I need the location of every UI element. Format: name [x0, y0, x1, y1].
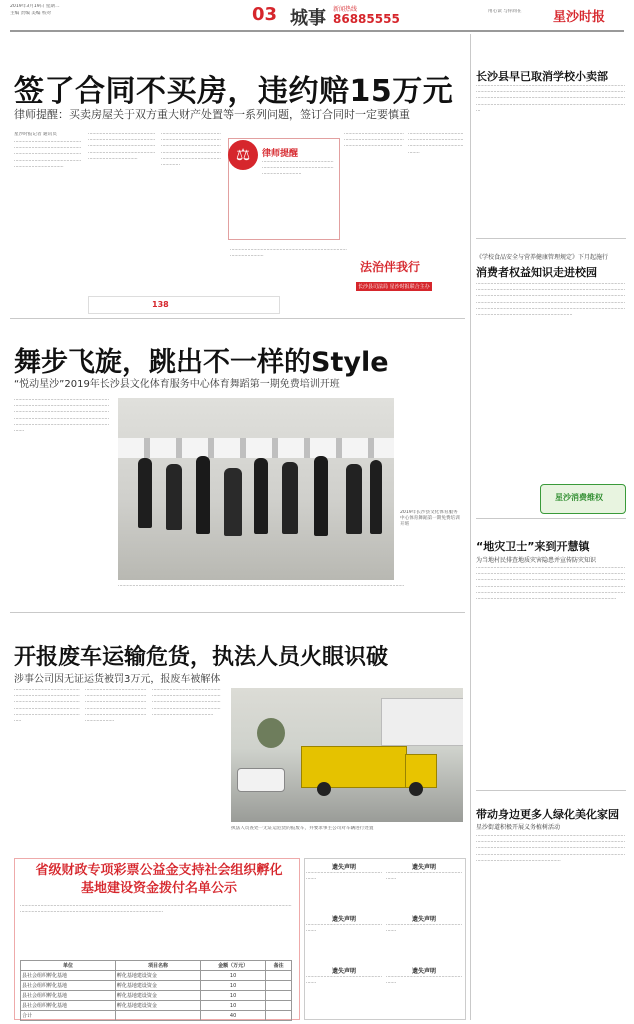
story3-body-col3: ······································································································································································································································	[152, 688, 221, 718]
notice-text: ···························································	[306, 871, 382, 883]
right-story4-body: ··················································································································································································································································································································································································································································································	[476, 834, 625, 864]
dancer-figure	[346, 464, 362, 534]
table-cell: 孵化基地建设资金	[115, 971, 200, 981]
dancer-figure	[166, 464, 182, 530]
notice-item	[306, 966, 382, 1014]
table-cell: 县社会组织孵化基地	[21, 991, 116, 1001]
dancer-figure	[314, 456, 328, 536]
table-cell	[266, 981, 292, 991]
building	[381, 698, 463, 746]
notice-title: 遗失声明	[411, 864, 436, 871]
story1-byline: 星沙时报记者 通讯员	[14, 132, 57, 137]
table-row	[21, 1001, 292, 1011]
dance-photo	[118, 398, 394, 580]
right-story2-headline: 消费者权益知识走进校园	[476, 266, 597, 279]
story2-body-left: ············································································································································································································································································································································	[14, 398, 109, 435]
page-number: 03	[252, 4, 278, 25]
table-row	[21, 971, 292, 981]
table-cell: 10	[200, 981, 265, 991]
table-cell: 孵化基地建设资金	[115, 1001, 200, 1011]
section-title: 城事	[290, 8, 326, 29]
right-story2-kicker: 《学校食品安全与营养健康管理规定》下月起施行	[476, 254, 609, 261]
consumer-rights-logo-text: 星沙消费维权	[555, 493, 603, 502]
table-row	[21, 991, 292, 1001]
hotline-number: 86885555	[333, 12, 400, 26]
notice-table	[20, 960, 292, 1021]
right-story4-headline: 带动身边更多人绿化美化家园	[476, 808, 619, 821]
notice-title: 遗失声明	[331, 968, 356, 975]
story3-subtitle: 涉事公司因无证运货被罚3万元，报废车被解体	[14, 674, 221, 685]
story1-body-col5: ··························································································································	[344, 132, 404, 150]
table-row	[21, 981, 292, 991]
window-row	[118, 438, 394, 458]
dancer-figure	[196, 456, 210, 534]
story2-subtitle: “悦动星沙”2019年长沙县文化体育服务中心体育舞蹈第一期免费培训开班	[14, 379, 340, 390]
table-cell: 孵化基地建设资金	[115, 991, 200, 1001]
dancer-figure	[254, 458, 268, 534]
table-cell: 县社会组织孵化基地	[21, 1001, 116, 1011]
truck-wheel	[317, 782, 331, 796]
notice-text: ···························································	[386, 923, 462, 935]
right-story4-subtitle: 星沙街道积极开展义务植树活动	[476, 824, 561, 831]
table-cell	[115, 1011, 200, 1021]
table-cell: 10	[200, 971, 265, 981]
notice-title: 遗失声明	[411, 968, 436, 975]
right-story3-subtitle: 为当地村民排查地质灾害隐患并宣传防灾知识	[476, 557, 597, 564]
right-story1-body: ···························································································································································································································································································································································································································	[476, 84, 625, 114]
right-story2-body: ································································································································································································································································································································································································································································································································································································	[476, 282, 625, 319]
editor-line: 主编 责编 美编 校对	[10, 11, 52, 16]
right-story1-headline: 长沙县早已取消学校小卖部	[476, 70, 608, 83]
story1-subtitle: 律师提醒：买卖房屋关于双方重大财产处置等一系列问题，签订合同时一定要慎重	[14, 108, 410, 121]
table-cell: 10	[200, 1001, 265, 1011]
dance-photo-caption: 2019年长沙县文化体育服务中心体育舞蹈第一期免费培训开班	[400, 510, 460, 528]
truck-photo-caption: 执法人员查处一无证运危货的报废车，并要求事主公司对车辆进行处置	[231, 826, 374, 831]
truck-photo	[231, 688, 463, 822]
notice-text: ···························································	[386, 975, 462, 987]
story1-headline: 签了合同不买房，违约赔15万元	[14, 74, 454, 109]
brand-logo: 星沙时报	[553, 10, 606, 25]
slogan: 用心读 与你同在	[488, 9, 522, 14]
notice-text: ···························································	[306, 923, 382, 935]
dancer-figure	[138, 458, 152, 528]
table-header: 项目名称	[115, 961, 200, 971]
table-header: 单位	[21, 961, 116, 971]
story3-body-col2: ······································································································································································································································	[85, 688, 147, 725]
right-story3-headline: “地灾卫士”来到开慧镇	[476, 540, 590, 553]
dancer-figure	[224, 468, 242, 536]
notice-item	[386, 914, 462, 962]
right-story3-body: ······························································································································································································································································································································································································································································································································································································································	[476, 566, 625, 603]
table-cell	[266, 991, 292, 1001]
table-cell	[266, 1011, 292, 1021]
notice-item	[306, 914, 382, 962]
ad-box	[88, 296, 280, 314]
tree	[257, 718, 285, 748]
notice-body: ····························································································································································································································································································	[20, 904, 292, 916]
scales-icon: ⚖	[228, 140, 258, 170]
table-header: 金额（万元）	[200, 961, 265, 971]
story1-body-col1: ··························································································································································································································	[14, 140, 82, 170]
notice-item	[386, 966, 462, 1014]
story1-body-tail: ·······································································································	[230, 248, 347, 260]
table-cell	[266, 1001, 292, 1011]
story1-body-col2: ··························································································································································································································	[88, 132, 156, 162]
legal-stamp-sub: 长沙县司法局 星沙时报联合主办	[358, 284, 430, 290]
story3-body-col1: ······································································································································································································································	[14, 688, 80, 725]
table-cell: 40	[200, 1011, 265, 1021]
story2-headline: 舞步飞旋，跳出不一样的Style	[14, 347, 389, 378]
story2-body-bottom: ····································································································································································································	[118, 584, 405, 589]
notice-title: 遗失声明	[331, 864, 356, 871]
table-cell: 县社会组织孵化基地	[21, 981, 116, 991]
table-row	[21, 1011, 292, 1021]
notice-text: ···························································	[306, 975, 382, 987]
story3-headline: 开报废车运输危货，执法人员火眼识破	[14, 645, 389, 670]
table-cell: 孵化基地建设资金	[115, 981, 200, 991]
dancer-figure	[370, 460, 382, 534]
table-cell: 县社会组织孵化基地	[21, 971, 116, 981]
table-cell: 合计	[21, 1011, 116, 1021]
lawyer-tip-text: ·····························································································································	[262, 160, 334, 178]
lawyer-tip-title: 律师提醒	[262, 149, 299, 159]
truck-wheel	[409, 782, 423, 796]
notice-text: ···························································	[386, 871, 462, 883]
table-cell: 10	[200, 991, 265, 1001]
hotline-label: 新闻热线	[333, 6, 358, 13]
police-car	[237, 768, 285, 792]
notice-title: 遗失声明	[411, 916, 436, 923]
story1-body-col6: ··························································································································	[408, 132, 464, 156]
truck-cargo	[301, 746, 407, 788]
notice-item	[386, 862, 462, 910]
notice-headline: 省级财政专项彩票公益金支持社会组织孵化基地建设资金拨付名单公示	[35, 863, 283, 896]
ad-number: 138	[152, 300, 169, 309]
story1-body-col3: ··························································································································································································································	[161, 132, 221, 169]
dancer-figure	[282, 462, 298, 534]
legal-stamp-text: 法治伴我行	[360, 260, 421, 274]
notice-title: 遗失声明	[331, 916, 356, 923]
table-cell	[266, 971, 292, 981]
date-line: 2019年3月19日 星期二	[10, 4, 60, 9]
truck-cab	[405, 754, 437, 788]
notice-item	[306, 862, 382, 910]
table-header: 备注	[266, 961, 292, 971]
